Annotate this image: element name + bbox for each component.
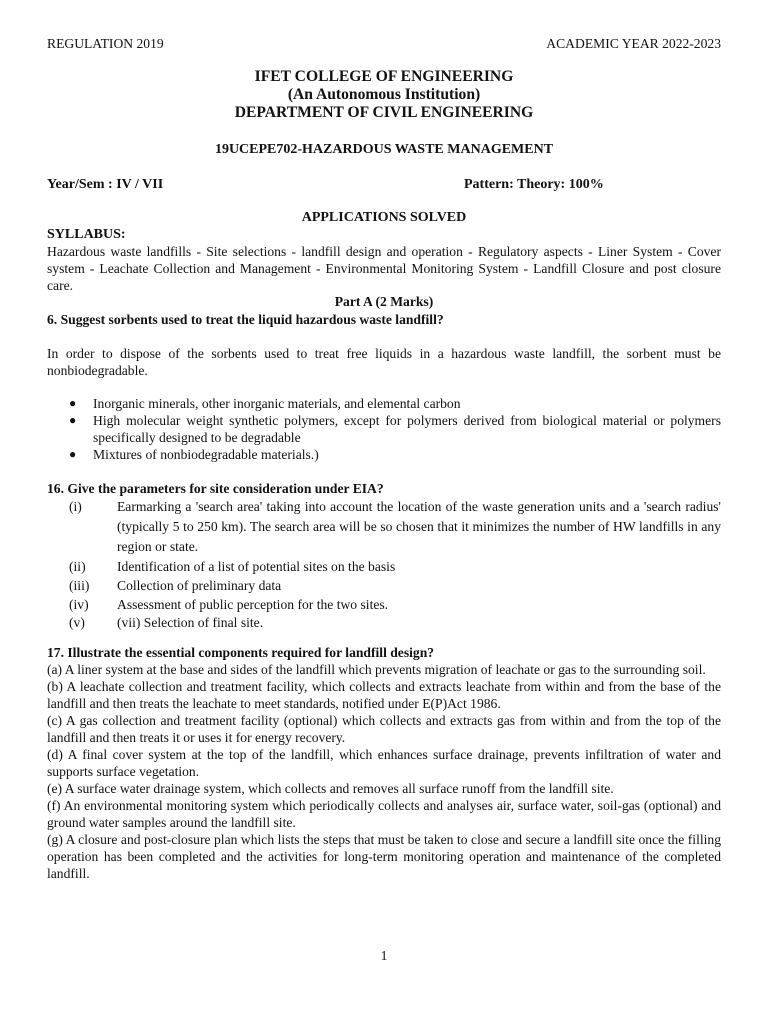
list-item: ● Inorganic minerals, other inorganic materials, and elemental carbon (69, 396, 461, 411)
question-6-intro: In order to dispose of the sorbents used to treat free liquids in a hazardous waste landfill, the sorbent must be nonbiodegradable. (47, 346, 721, 378)
question-17-body (47, 661, 721, 882)
academic-year-label: ACADEMIC YEAR 2022-2023 (546, 36, 721, 51)
list-item: (v) (vii) Selection of final site. (69, 615, 264, 630)
bullet-icon: ● (69, 396, 77, 410)
list-item: ● High molecular weight synthetic polymers, except for polymers derived from biological material or polymers specifically designed to be degradable (69, 413, 721, 445)
list-item: (f) An environmental monitoring system which periodically collects and analyses air, surface water, soil-gas (optional) and ground water samples around the landfill site. (47, 798, 721, 830)
list-item: (g) A closure and post-closure plan which lists the steps that must be taken to close and secure a landfill site once the filling operation has been completed and the activities for long-term monitoring operation and maintenance of the completed landfill. (47, 832, 721, 881)
document-page (47, 0, 721, 1024)
year-sem: Year/Sem : IV / VII (47, 177, 164, 192)
list-item: (d) A final cover system at the top of the landfill, which enhances surface drainage, prevents infiltration of water and supports surface vegetation. (47, 747, 721, 779)
question-6-bullets (47, 395, 721, 463)
section-title: APPLICATIONS SOLVED (301, 210, 467, 225)
syllabus-heading: SYLLABUS: (47, 227, 126, 242)
syllabus-text: Hazardous waste landfills - Site selections - landfill design and operation - Regulatory aspects - Liner System - Cover system - Leachate Collection and Management - Environmental Monitoring System - Landfill Closure and post closure care. (47, 244, 721, 293)
institution-subtitle: (An Autonomous Institution) (287, 86, 481, 103)
part-a-heading: Part A (2 Marks) (334, 294, 434, 309)
bullet-icon: ● (69, 413, 77, 427)
pattern: Pattern: Theory: 100% (464, 177, 604, 192)
regulation-label: REGULATION 2019 (47, 36, 164, 51)
question-17: 17. Illustrate the essential components required for landfill design? (47, 645, 435, 660)
list-item: (a) A liner system at the base and sides of the landfill which prevents migration of leachate or gas to the surrounding soil. (47, 662, 706, 677)
question-16-list (69, 497, 721, 631)
department-name: DEPARTMENT OF CIVIL ENGINEERING (234, 104, 534, 121)
list-item: (iv) Assessment of public perception for the two sites. (69, 597, 389, 612)
page-number: 1 (380, 948, 388, 963)
list-item: (b) A leachate collection and treatment facility, which collects and extracts leachate from within and from the base of the landfill and then treats the leachate to meet standards, notified under E(P)Act 1986. (47, 679, 721, 711)
course-title: 19UCEPE702-HAZARDOUS WASTE MANAGEMENT (214, 142, 554, 157)
list-item: (ii) Identification of a list of potential sites on the basis (69, 559, 396, 574)
list-item: (i) Earmarking a 'search area' taking into account the location of the waste generation units and a 'search radius' (typically 5 to 250 km). The search area will be so chosen that it minimizes the number of HW landfills in any region or state. (69, 499, 721, 554)
list-item: ● Mixtures of nonbiodegradable materials.) (69, 447, 319, 462)
institution-title-block (47, 68, 721, 122)
institution-name: IFET COLLEGE OF ENGINEERING (254, 68, 514, 85)
list-item: (c) A gas collection and treatment facility (optional) which collects and extracts gas from within and from the top of the landfill and then treats it or uses it for energy recovery. (47, 713, 721, 745)
bullet-icon: ● (69, 447, 77, 461)
question-6: 6. Suggest sorbents used to treat the liquid hazardous waste landfill? (47, 312, 444, 327)
list-item: (e) A surface water drainage system, which collects and removes all surface runoff from the landfill site. (47, 781, 614, 796)
list-item: (iii) Collection of preliminary data (69, 578, 282, 593)
question-16: 16. Give the parameters for site consideration under EIA? (47, 481, 384, 496)
